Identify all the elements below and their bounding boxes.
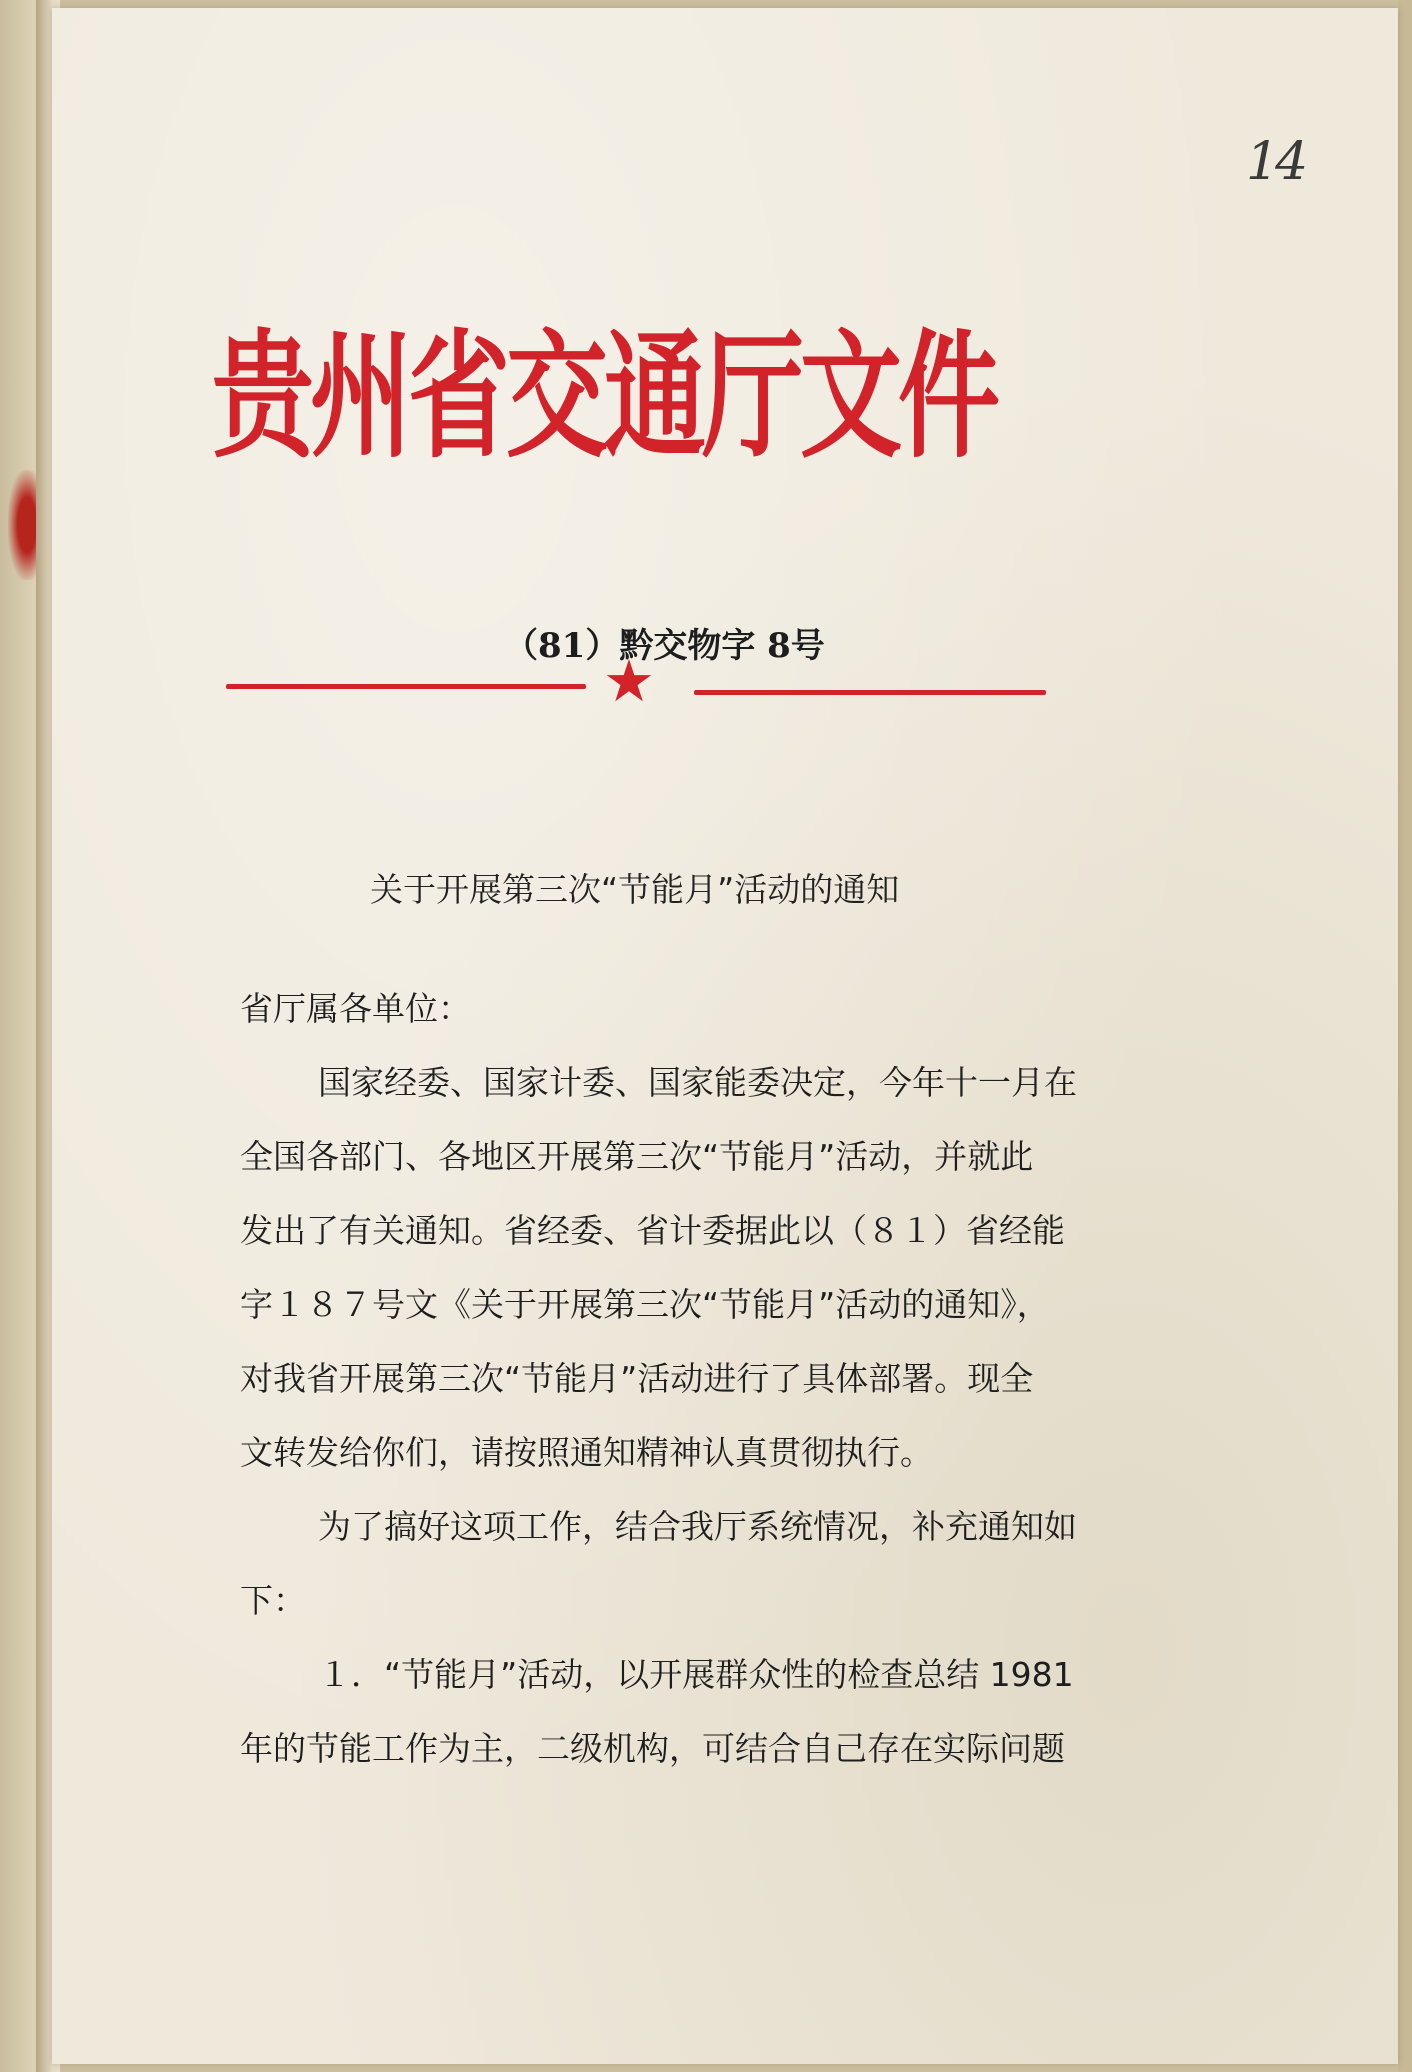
- body-line: 文转发给你们，请按照通知精神认真贯彻执行。: [240, 1433, 933, 1472]
- body-line: 为了搞好这项工作，结合我厅系统情况，补充通知如: [318, 1507, 1077, 1546]
- recipient-line: 省厅属各单位：: [240, 989, 471, 1028]
- red-star-icon: ★: [603, 647, 655, 715]
- body-line: 发出了有关通知。省经委、省计委据此以（８１）省经能: [240, 1211, 1065, 1250]
- body-line: １．“节能月”活动，以开展群众性的检查总结 1981: [318, 1655, 1074, 1694]
- page-edge: [36, 0, 52, 2072]
- body-line: 国家经委、国家计委、国家能委决定，今年十一月在: [318, 1063, 1077, 1102]
- notice-title: 关于开展第三次“节能月”活动的通知: [370, 870, 900, 909]
- body-line: 下：: [240, 1581, 306, 1620]
- red-rule-left: [226, 684, 586, 689]
- body-line: 对我省开展第三次“节能月”活动进行了具体部署。现全: [240, 1359, 1034, 1398]
- document-masthead: 贵州省交通厅文件: [212, 315, 996, 478]
- notice-body: [240, 972, 1160, 1786]
- body-line: 全国各部门、各地区开展第三次“节能月”活动，并就此: [240, 1137, 1034, 1176]
- right-edge: [1398, 0, 1412, 2072]
- handwritten-page-number: 14: [1246, 132, 1305, 192]
- document-number: （81）黔交物字 8号: [504, 626, 825, 666]
- body-line: 年的节能工作为主，二级机构，可结合自己存在实际问题: [240, 1729, 1065, 1768]
- red-rule-right: [694, 690, 1046, 695]
- body-line: 字１８７号文《关于开展第三次“节能月”活动的通知》，: [240, 1285, 1050, 1324]
